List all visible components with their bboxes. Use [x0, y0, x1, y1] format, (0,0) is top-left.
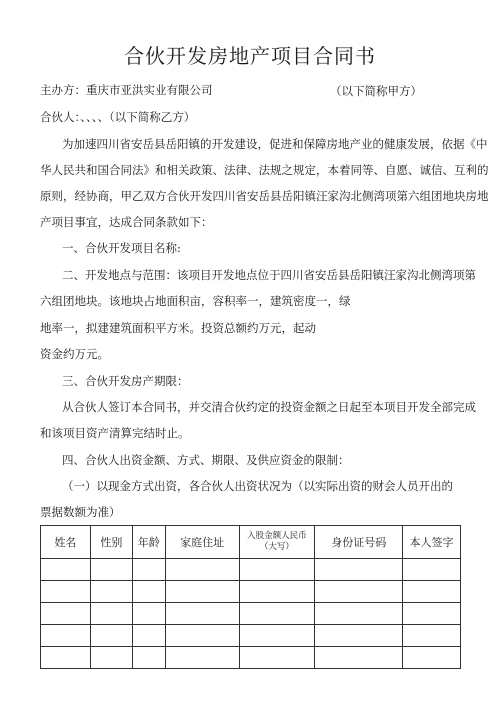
table-cell [165, 603, 239, 625]
header-age: 年龄 [132, 526, 165, 559]
host-note: （以下简称甲方） [330, 84, 422, 98]
table-cell [132, 647, 165, 669]
table-cell [165, 559, 239, 581]
para1-line-2: 华人民共和国合同法》和相关政策、法律、法规之规定，本着同等、自愿、诚信、互利的 [40, 163, 489, 177]
item4-sub-1: （一）以现金方式出资，各合伙人出资状况为（以实际出资的财会人员开出的 [62, 479, 453, 493]
table-cell [239, 581, 315, 603]
table-header-row [41, 526, 461, 559]
table-cell [315, 625, 403, 647]
table-cell [90, 647, 132, 669]
table-row [41, 581, 461, 603]
table-row [41, 625, 461, 647]
table-row [41, 559, 461, 581]
header-investment-amount [239, 526, 315, 559]
para1-line-3: 原则，经协商，甲乙双方合伙开发四川省安岳县岳阳镇汪家沟北侧湾项第六组团地块房地 [40, 189, 489, 203]
item2-line-3: 地率一，拟建建筑面积平方米。投资总额约万元，起动 [40, 321, 316, 335]
item1-heading: 一、合伙开发项目名称: [62, 241, 181, 255]
table-cell [239, 625, 315, 647]
table-cell [315, 559, 403, 581]
table-body [41, 559, 461, 669]
header-gender: 性别 [90, 526, 132, 559]
table-cell [41, 559, 91, 581]
item2-line-1: 二、开发地点与范围：该项目开发地点位于四川省安岳县岳阳镇汪家沟北侧湾项第 [62, 268, 476, 282]
table-cell [403, 625, 461, 647]
header-signature: 本人签字 [403, 526, 461, 559]
para1-line-1: 为加速四川省安岳县岳阳镇的开发建设，促进和保障房地产业的健康发展，依据《中 [62, 137, 488, 151]
table-cell [315, 581, 403, 603]
host-name: 重庆市亚洪实业有限公司 [86, 83, 213, 97]
table-cell [41, 581, 91, 603]
para1-line-4: 产项目事宜，达成合同条款如下： [40, 215, 213, 229]
table-cell [90, 559, 132, 581]
item3-body-2: 和该项目资产清算完结时止。 [40, 426, 190, 440]
item4-sub-2: 票据数额为准） [40, 505, 121, 519]
table-cell [90, 581, 132, 603]
table-cell [403, 603, 461, 625]
table-cell [41, 647, 91, 669]
document-title: 合伙开发房地产项目合同书 [124, 44, 376, 68]
table-cell [315, 647, 403, 669]
table-cell [132, 603, 165, 625]
table-cell [41, 625, 91, 647]
header-id-number: 身份证号码 [315, 526, 403, 559]
header-investment-line2: （大写） [259, 542, 294, 552]
table-cell [315, 603, 403, 625]
table-cell [403, 647, 461, 669]
investment-table [40, 525, 461, 669]
table-cell [403, 581, 461, 603]
host-label: 主办方： [40, 83, 86, 97]
table-cell [132, 625, 165, 647]
table-cell [132, 559, 165, 581]
item4-heading: 四、合伙人出资金额、方式、期限、及供应资金的限制： [62, 453, 350, 467]
header-address: 家庭住址 [165, 526, 239, 559]
table-cell [403, 559, 461, 581]
table-cell [132, 581, 165, 603]
header-name: 姓名 [41, 526, 91, 559]
table-cell [90, 625, 132, 647]
table-cell [239, 647, 315, 669]
table-cell [239, 603, 315, 625]
table-cell [41, 603, 91, 625]
item3-body-1: 从合伙人签订本合同书，并交清合伙约定的投资金额之日起至本项目开发全部完成 [62, 400, 476, 414]
item3-heading: 三、合伙开发房产期限： [62, 374, 189, 388]
table-row [41, 647, 461, 669]
table-cell [165, 647, 239, 669]
item2-line-2: 六组团地块。该地块占地面积亩，容积率一，建筑密度一，绿 [40, 294, 351, 308]
header-investment-line1: 入股金额人民币 [247, 531, 307, 541]
partner-line: 合伙人：、、、、（以下简称乙方） [40, 110, 196, 124]
table-cell [165, 625, 239, 647]
table-cell [90, 603, 132, 625]
table-row [41, 603, 461, 625]
table-cell [239, 559, 315, 581]
table-cell [165, 581, 239, 603]
item2-line-4: 资金约万元。 [40, 347, 109, 361]
